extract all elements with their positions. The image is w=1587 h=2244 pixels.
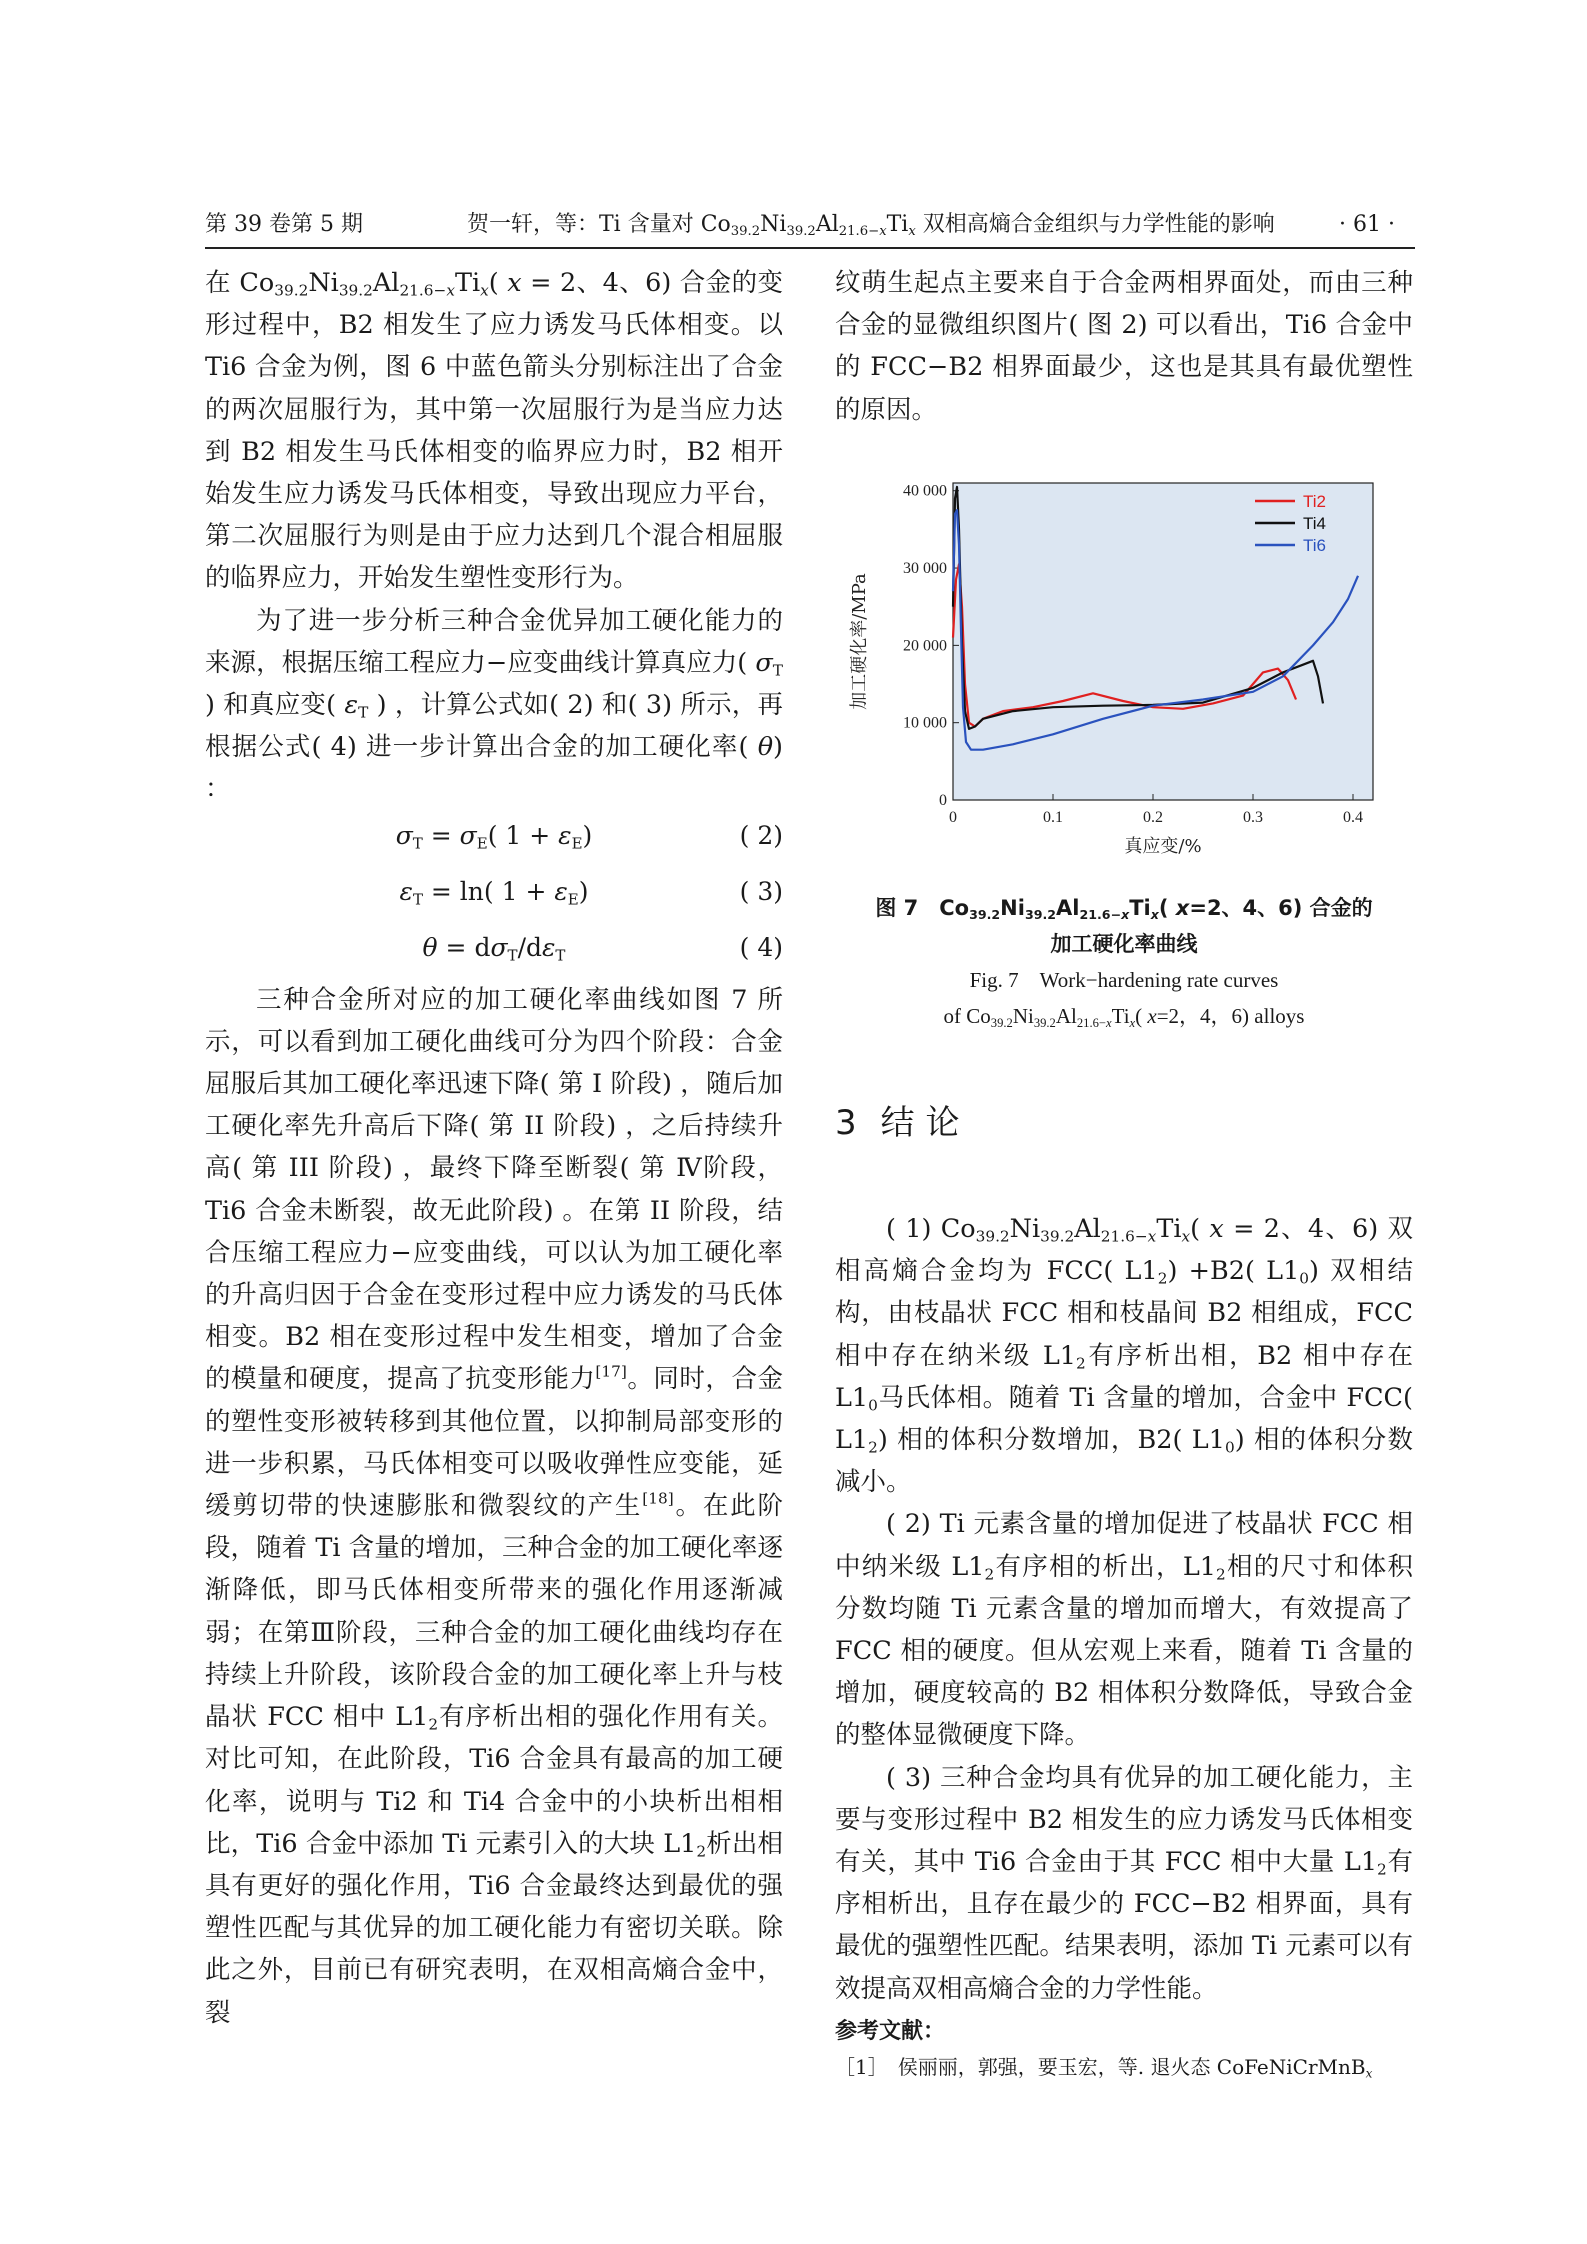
conclusion-paragraph: ( 3) 三种合金均具有优异的加工硬化能力，主要与变形过程中 B2 相发生的应力诱发马氏体相变有关，其中 Ti6 合金由于其 FCC 相中大量 $L1_2$有序相析出，且存在最少的 FCC−B2 相界面，具有最优的强塑性匹配。结果表明，添加 Ti 元素可以有效提高双相高熵合金的力学性能。 [835, 1762, 1413, 2004]
paragraph: 为了进一步分析三种合金优异加工硬化能力的来源，根据压缩工程应力−应变曲线计算真应力( $\sigma_T$ ) 和真应变( $\varepsilon_T$ ) ，计算公式如( 2) 和( 3) 所示，再根据公式( 4) 进一步计算出合金的加工硬化率( θ) ： [205, 605, 784, 805]
equation-4 [205, 923, 783, 979]
equation-number: ( 2) [739, 820, 783, 850]
y-tick-label: 40 000 [903, 482, 947, 500]
legend-label-ti2: Ti2 [1303, 492, 1326, 511]
x-tick-label: 0.1 [1043, 809, 1063, 826]
right-column-conclusions [835, 1208, 1413, 2084]
header-rule [205, 247, 1415, 249]
y-tick-label: 30 000 [903, 560, 947, 578]
section-number: 3 [835, 1103, 857, 1143]
y-tick-label: 20 000 [903, 637, 947, 655]
equation-formula: $\varepsilon_T = \ln$( $1 + \varepsilon_E$) [399, 876, 589, 909]
references-title: 参考文献： [835, 2018, 946, 2044]
x-tick-label: 0.4 [1343, 809, 1363, 826]
page-number: · 61 · [1339, 212, 1395, 237]
figure-7 [835, 455, 1413, 875]
right-column-top [835, 262, 1413, 431]
x-tick-label: 0.3 [1243, 809, 1263, 826]
article-running-title: 贺一轩，等：Ti 含量对 $Co_{39.2}Ni_{39.2}Al_{21.6-x}Ti_x$ 双相高熵合金组织与力学性能的影响 [467, 212, 1275, 239]
x-tick-label: 0 [949, 809, 957, 826]
caption-en-line-2: of $Co_{39.2}Ni_{39.2}Al_{21.6-x}Ti_x$( x=2，4，6) alloys [943, 1004, 1305, 1030]
figure-caption [835, 890, 1413, 1034]
y-axis-label: 加工硬化率/MPa [849, 573, 870, 710]
y-tick-label: 0 [939, 792, 947, 809]
section-heading [835, 1103, 959, 1143]
caption-cn-line-2: 加工硬化率曲线 [1050, 932, 1198, 956]
paragraph: 在 $Co_{39.2}Ni_{39.2}Al_{21.6-x}Ti_x$( x = 2、4、6) 合金的变形过程中，B2 相发生了应力诱发马氏体相变。以 Ti6 合金为例，图 6 中蓝色箭头分别标注出了合金的两次屈服行为，其中第一次屈服行为是当应力达到 B2 相发生马氏体相变的临界应力时，B2 相开始发生应力诱发马氏体相变，导致出现应力平台，第二次屈服行为则是由于应力达到几个混合相屈服的临界应力，开始发生塑性变形行为。 [205, 268, 783, 594]
paragraph: 纹萌生起点主要来自于合金两相界面处，而由三种合金的显微组织图片( 图 2) 可以看出，Ti6 合金中的 FCC−B2 相界面最少，这也是其具有最优塑性的原因。 [835, 268, 1413, 425]
paragraph: 三种合金所对应的加工硬化率曲线如图 7 所示，可以看到加工硬化曲线可分为四个阶段：合金屈服后其加工硬化率迅速下降( 第 I 阶段) ，随后加工硬化率先升高后下降( 第 II 阶段) ，之后持续升高( 第 III 阶段) ，最终下降至断裂( 第 Ⅳ阶段，Ti6 合金未断裂，故无此阶段) 。在第 II 阶段，结合压缩工程应力−应变曲线，可以认为加工硬化率的升高归因于合金在变形过程中应力诱发的马氏体相变。B2 相在变形过程中发生相变，增加了合金的模量和硬度，提高了抗变形能力[17]。同时，合金的塑性变形被转移到其他位置，以抑制局部变形的进一步积累，马氏体相变可以吸收弹性应变能，延缓剪切带的快速膨胀和微裂纹的产生[18]。在此阶段，随着 Ti 含量的增加，三种合金的加工硬化率逐渐降低，即马氏体相变所带来的强化作用逐渐减弱；在第Ⅲ阶段，三种合金的加工硬化曲线均存在持续上升阶段，该阶段合金的加工硬化率上升与枝晶状 FCC 相中 $L1_2$有序析出相的强化作用有关。对比可知，在此阶段，Ti6 合金具有最高的加工硬化率，说明与 Ti2 和 Ti4 合金中的小块析出相相比，Ti6 合金中添加 Ti 元素引入的大块 $L1_2$析出相具有更好的强化作用，Ti6 合金最终达到最优的强塑性匹配与其优异的加工硬化能力有密切关联。除此之外，目前已有研究表明，在双相高熵合金中，裂 [205, 984, 783, 2028]
conclusion-paragraph: ( 2) Ti 元素含量的增加促进了枝晶状 FCC 相中纳米级 $L1_2$有序相的析出，$L1_2$相的尺寸和体积分数均随 Ti 元素含量的增加而增大，有效提高了 FCC 相的硬度。但从宏观上来看，随着 Ti 含量的增加，硬度较高的 B2 相体积分数降低，导致合金的整体显微硬度下降。 [835, 1509, 1413, 1751]
reference-item: ［1］ 侯丽丽，郭强，要玉宏，等. 退火态 CoFeNiCrMnB$_x$ [835, 2054, 1373, 2081]
equation-number: ( 4) [739, 932, 783, 962]
running-header [205, 205, 1395, 245]
conclusion-paragraph: ( 1) $Co_{39.2}Ni_{39.2}Al_{21.6-x}Ti_x$( x = 2、4、6) 双相高熵合金均为 FCC( $L1_2) +B2$( $L1_0$) 双相结构，由枝晶状 FCC 相和枝晶间 B2 相组成，FCC 相中存在纳米级 $L1_2$有序析出相，B2 相中存在 $L1_0$马氏体相。随着 Ti 含量的增加，合金中 FCC( $L1_2$) 相的体积分数增加，B2( $L1_0$) 相的体积分数减小。 [835, 1214, 1413, 1498]
y-tick-label: 10 000 [903, 714, 947, 732]
caption-en-line-1: Fig. 7 Work−hardening rate curves [969, 968, 1279, 992]
journal-volume: 第 39 卷第 5 期 [205, 212, 363, 237]
legend-label-ti4: Ti4 [1303, 514, 1326, 533]
equation-2 [205, 811, 783, 867]
equation-formula: $\theta = d\sigma_T/d\varepsilon_T$ [422, 932, 566, 965]
work-hardening-chart [835, 455, 1413, 875]
left-column [205, 262, 783, 2034]
equation-3 [205, 867, 783, 923]
x-tick-label: 0.2 [1143, 809, 1163, 826]
section-title: 结 论 [880, 1103, 960, 1143]
equation-formula: $\sigma_T = \sigma_E$( $1 + \varepsilon_E$) [395, 820, 593, 853]
equation-number: ( 3) [739, 876, 783, 906]
x-axis-label: 真应变/% [1124, 836, 1202, 857]
caption-cn-line-1: 图 7 $Co_{39.2}Ni_{39.2}Al_{21.6-x}Ti_x$( x=2、4、6) 合金的 [875, 896, 1373, 922]
legend-label-ti6: Ti6 [1303, 536, 1326, 555]
